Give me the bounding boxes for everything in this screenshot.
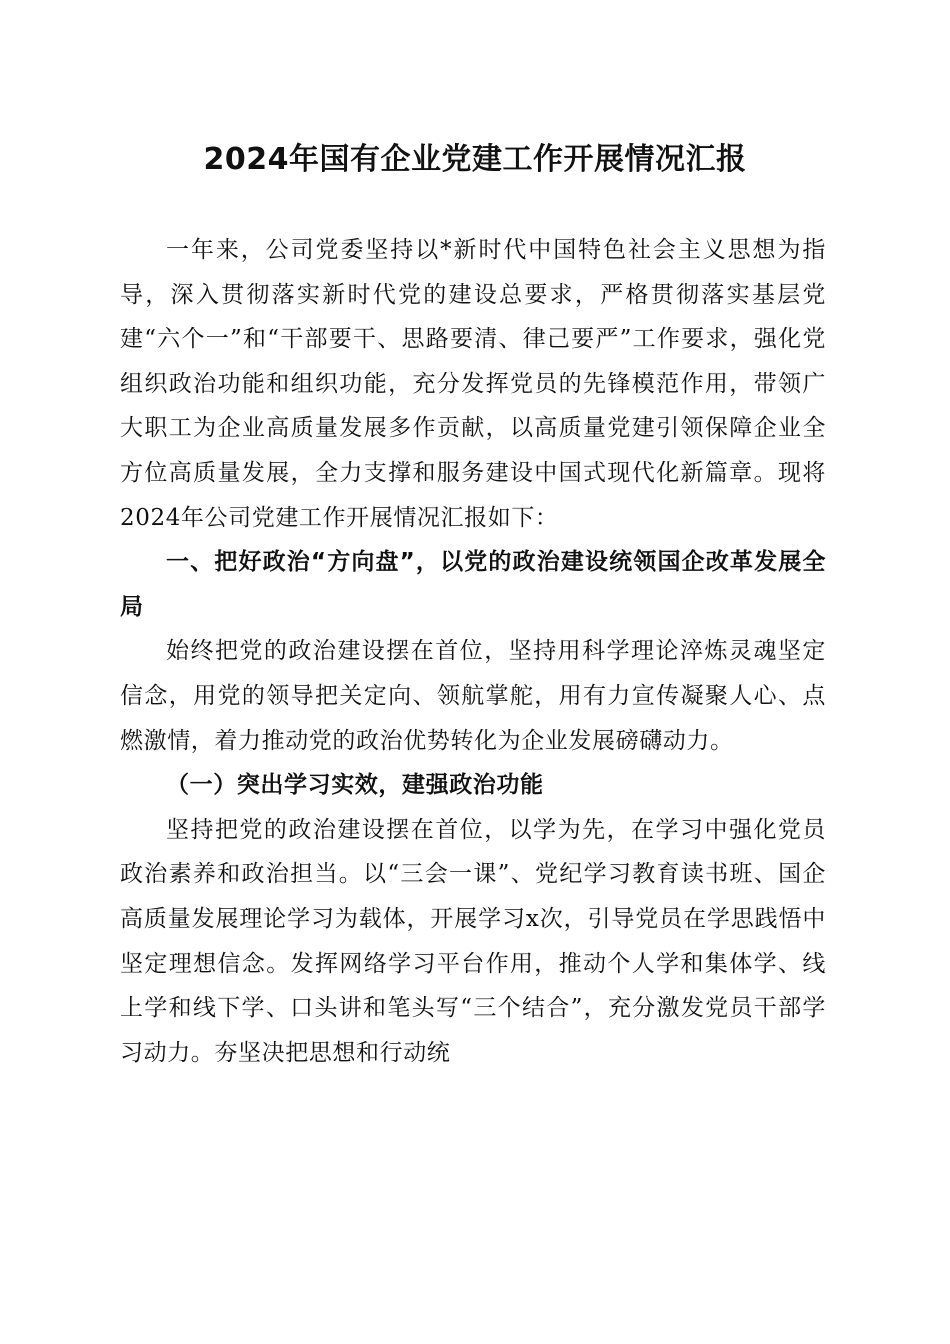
section-1-paragraph: 始终把党的政治建设摆在首位，坚持用科学理论淬炼灵魂坚定信念，用党的领导把关定向、领航掌舵，用有力宣传凝聚人心、点燃激情，着力推动党的政治优势转化为企业发展磅礴动力。 bbox=[120, 638, 826, 754]
document-title: 2024年国有企业党建工作开展情况汇报 bbox=[203, 142, 747, 177]
intro-paragraph: 一年来，公司党委坚持以*新时代中国特色社会主义思想为指导，深入贯彻落实新时代党的建设总要求，严格贯彻落实基层党建“六个一”和“干部要干、思路要清、律己要严”工作要求，强化党组织政治功能和组织功能，充分发挥党员的先锋模范作用，带领广大职工为企业高质量发展多作贡献，以高质量党建引领保障企业全方位高质量发展，全力支撑和服务建设中国式现代化新篇章。现将2024年公司党建工作开展情况汇报如下： bbox=[120, 237, 826, 531]
subsection-1-paragraph: 坚持把党的政治建设摆在首位，以学为先，在学习中强化党员政治素养和政治担当。以“三会一课”、党纪学习教育读书班、国企高质量发展理论学习为载体，开展学习x次，引导党员在学思践悟中坚定理想信念。发挥网络学习平台作用，推动个人学和集体学、线上学和线下学、口头讲和笔头写“三个结合”，充分激发党员干部学习动力。夯坚决把思想和行动统 bbox=[120, 816, 826, 1066]
section-heading-1: 一、把好政治“方向盘”，以党的政治建设统领国企改革发展全局 bbox=[120, 549, 826, 620]
subsection-heading-1: （一）突出学习实效，建强政治功能 bbox=[166, 771, 544, 799]
document-body bbox=[120, 228, 826, 1075]
